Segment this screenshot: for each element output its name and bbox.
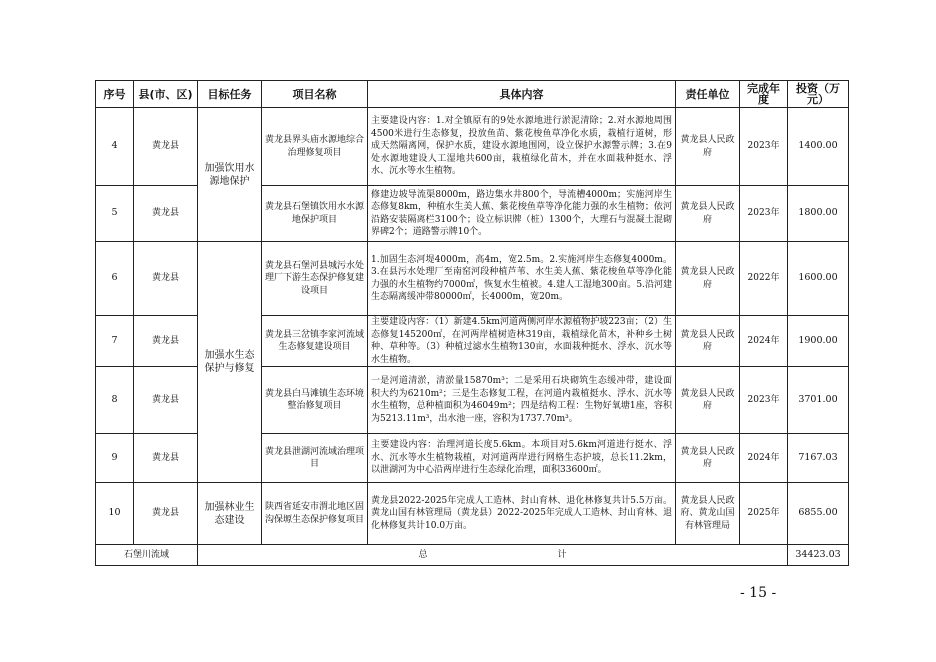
row-content: 1.加固生态河堤4000m，高4m，宽2.5m。2.实施河岸生态修复4000m。3.在县污水处理厂至南窑河段种植芦苇、水生美人蕉、紫花梭鱼草等净化能力强的水生植物约7000㎡，恢复水生植被。4.建人工湿地300亩。5.沿河建生态隔离缓冲带80000㎡，长4000m，宽20m。 [368, 242, 676, 316]
row-content: 修建边坡导流渠8000m，路边集水井800个，导流槽4000m；实施河岸生态修复8km，种植水生美人蕉、紫花梭鱼草等净化能力强的水生植物；依河沿路安装隔离栏3100个；设立标识牌（桩）1300个，大理石与混凝土混砌界碑2个；道路警示牌10个。 [368, 186, 676, 242]
row-project: 黄龙县界头庙水源地综合治理修复项目 [262, 108, 368, 186]
row-year: 2023年 [740, 367, 788, 434]
row-unit: 黄龙县人民政府 [676, 316, 740, 367]
row-county: 黄龙县 [134, 483, 198, 545]
page-number: - 15 - [740, 585, 777, 601]
row-year: 2023年 [740, 108, 788, 186]
header-unit: 责任单位 [676, 81, 740, 108]
header-year: 完成年度 [740, 81, 788, 108]
row-invest: 1600.00 [788, 242, 849, 316]
row-invest: 6855.00 [788, 483, 849, 545]
row-unit: 黄龙县人民政府 [676, 186, 740, 242]
row-unit: 黄龙县人民政府、黄龙山国有林管理局 [676, 483, 740, 545]
header-project: 项目名称 [262, 81, 368, 108]
row-content: 主要建设内容：（1）新建4.5km河道两侧河岸水源植物护坡223亩；（2）生态修复145200㎡，在河两岸植树造林319亩，栽植绿化苗木，补种乡土树种、草种等。（3）种植过滤水生植物130亩，水面栽种挺水、浮水、沉水等水生植物。 [368, 316, 676, 367]
table-row [96, 242, 849, 316]
goal-cell: 加强水生态保护与修复 [198, 242, 262, 483]
row-unit: 黄龙县人民政府 [676, 108, 740, 186]
total-basin: 石堡川流域 [96, 545, 198, 566]
row-seq: 5 [96, 186, 134, 242]
row-county: 黄龙县 [134, 242, 198, 316]
row-invest: 1800.00 [788, 186, 849, 242]
row-year: 2024年 [740, 316, 788, 367]
header-content: 具体内容 [368, 81, 676, 108]
goal-cell: 加强饮用水源地保护 [198, 108, 262, 242]
row-year: 2024年 [740, 434, 788, 483]
row-invest: 1900.00 [788, 316, 849, 367]
header-invest: 投资（万元） [788, 81, 849, 108]
row-invest: 7167.03 [788, 434, 849, 483]
row-content: 主要建设内容：1.对全镇原有的9处水源地进行淤泥清除；2.对水源地周围4500米进行生态修复，投放鱼苗、紫花梭鱼草净化水质，栽植行道树，形成天然隔离网，保护水质，建设水源地围网，设立保护水源警示牌；3.在9处水源地建设人工湿地共600亩，栽植绿化苗木，并在水面栽种挺水、浮水、沉水等水生植物。 [368, 108, 676, 186]
table-row [96, 483, 849, 545]
investment-table [95, 80, 849, 566]
header-county: 县(市、区) [134, 81, 198, 108]
total-label [198, 545, 788, 566]
row-county: 黄龙县 [134, 316, 198, 367]
row-unit: 黄龙县人民政府 [676, 367, 740, 434]
row-year: 2025年 [740, 483, 788, 545]
total-row [96, 545, 849, 566]
row-county: 黄龙县 [134, 434, 198, 483]
row-invest: 1400.00 [788, 108, 849, 186]
total-label-right: 计 [557, 549, 567, 560]
header-seq: 序号 [96, 81, 134, 108]
row-project: 黄龙县石堡镇饮用水水源地保护项目 [262, 186, 368, 242]
row-content: 一是河道清淤，清淤量15870m³；二是采用石块砌筑生态缓冲带，建设面积大约为6210m²；三是生态修复工程，在河道内栽植挺水、浮水、沉水等水生植物，总种植面积为46049m²；四是结构工程：生物好氧塘1座，容积为5213.11m³，出水池一座，容积为1737.70m³。 [368, 367, 676, 434]
row-county: 黄龙县 [134, 186, 198, 242]
row-seq: 4 [96, 108, 134, 186]
row-project: 黄龙县泄湖河流域治理项目 [262, 434, 368, 483]
total-value: 34423.03 [788, 545, 849, 566]
row-seq: 9 [96, 434, 134, 483]
row-project: 黄龙县三岔镇李家河流域生态修复建设项目 [262, 316, 368, 367]
row-invest: 3701.00 [788, 367, 849, 434]
row-county: 黄龙县 [134, 108, 198, 186]
row-content: 黄龙县2022-2025年完成人工造林、封山育林、退化林修复共计5.5万亩。黄龙山国有林管理局（黄龙县）2022-2025年完成人工造林、封山育林、退化林修复共计10.0万亩。 [368, 483, 676, 545]
row-seq: 6 [96, 242, 134, 316]
total-label-left: 总 [418, 549, 428, 560]
row-seq: 10 [96, 483, 134, 545]
row-project: 陕西省延安市渭北地区固沟保塬生态保护修复项目 [262, 483, 368, 545]
row-project: 黄龙县白马滩镇生态环境整治修复项目 [262, 367, 368, 434]
row-county: 黄龙县 [134, 367, 198, 434]
row-seq: 7 [96, 316, 134, 367]
row-project: 黄龙县石堡河县城污水处理厂下游生态保护修复建设项目 [262, 242, 368, 316]
goal-cell: 加强林业生态建设 [198, 483, 262, 545]
row-content: 主要建设内容：治理河道长度5.6km。本项目对5.6km河道进行挺水、浮水、沉水等水生植物栽植，对河道两岸进行网格生态护坡，总长11.2km，以泄湖河为中心沿两岸进行生态绿化治理，面积33600㎡。 [368, 434, 676, 483]
row-unit: 黄龙县人民政府 [676, 242, 740, 316]
header-row [96, 81, 849, 108]
table-row [96, 108, 849, 186]
row-seq: 8 [96, 367, 134, 434]
row-year: 2023年 [740, 186, 788, 242]
row-year: 2022年 [740, 242, 788, 316]
row-unit: 黄龙县人民政府 [676, 434, 740, 483]
header-goal: 目标任务 [198, 81, 262, 108]
